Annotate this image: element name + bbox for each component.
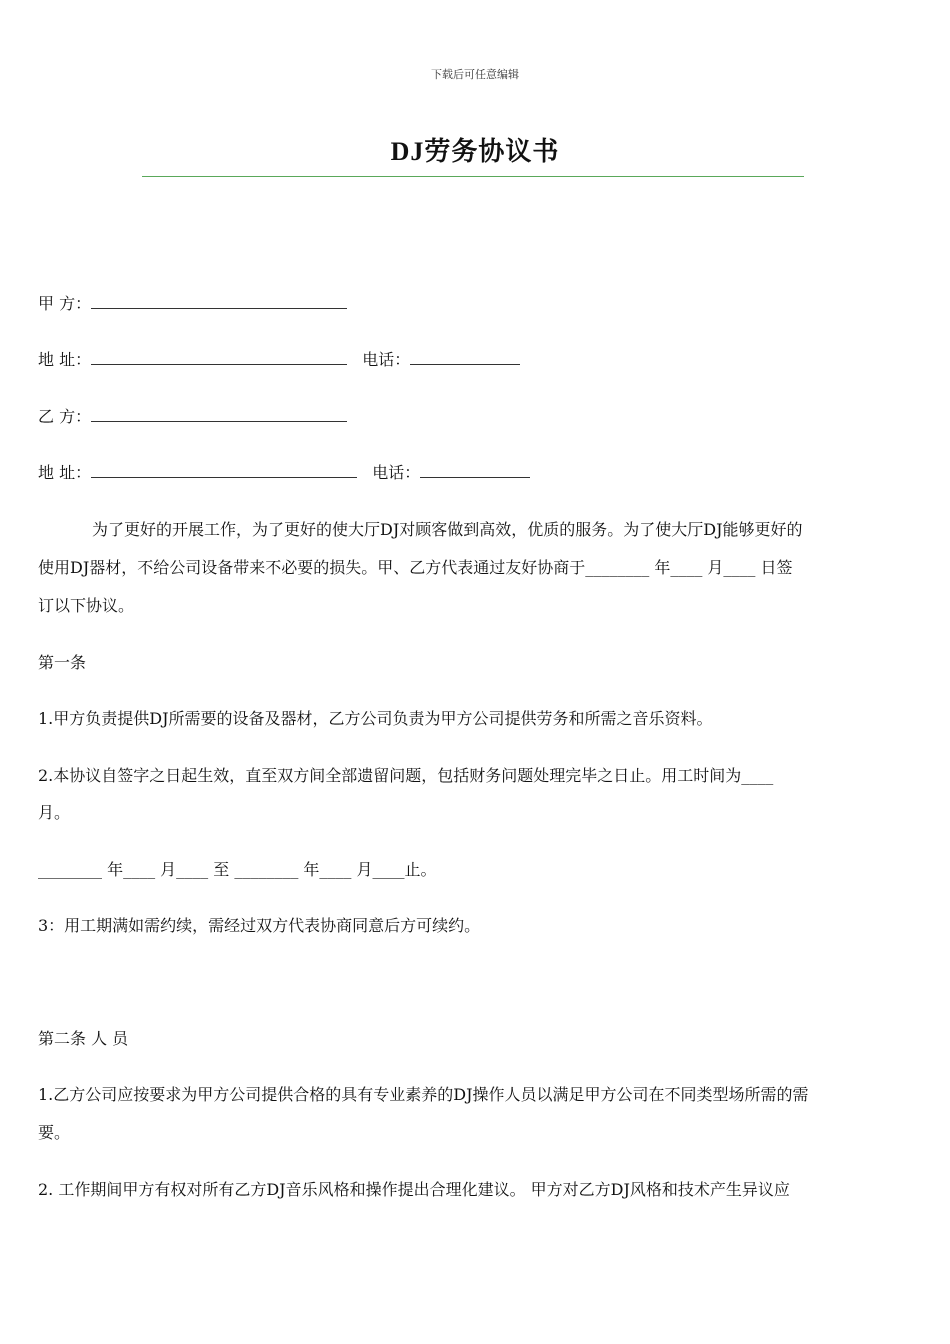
- article-1-period-line: ________ 年____ 月____ 至 ________ 年____ 月____止。: [38, 860, 437, 879]
- intro-line-3: 订以下协议。: [38, 596, 135, 615]
- document-title: DJ劳务协议书: [390, 137, 560, 166]
- party-b-label: 乙 方：: [38, 407, 92, 426]
- party-b-row: [38, 405, 347, 429]
- intro-line-2: 使用DJ器材，不给公司设备带来不必要的损失。甲、乙方代表通过友好协商于________ 年____ 月____ 日签: [38, 558, 793, 577]
- article-2-item-1-line-2: 要。: [38, 1123, 71, 1142]
- article-2-item-1-line-1: 1.乙方公司应按要求为甲方公司提供合格的具有专业素养的DJ操作人员以满足甲方公司在不同类型场所需的需: [38, 1085, 809, 1104]
- phone-label-2: 电话：: [372, 463, 421, 482]
- address-row-1: [38, 348, 520, 372]
- title-underline: [142, 176, 804, 177]
- address-blank-1[interactable]: [91, 348, 347, 365]
- article-1-item-3: 3：用工期满如需约续，需经过双方代表协商同意后方可续约。: [38, 916, 481, 935]
- party-a-blank[interactable]: [91, 292, 347, 309]
- phone-blank-2[interactable]: [420, 461, 530, 478]
- header-note: 下载后可任意编辑: [431, 68, 519, 81]
- party-a-row: [38, 292, 347, 316]
- article-1-heading: 第一条: [38, 653, 87, 672]
- address-row-2: [38, 461, 530, 485]
- article-2-item-2-line-1: 2. 工作期间甲方有权对所有乙方DJ音乐风格和操作提出合理化建议。 甲方对乙方DJ风格和技术产生异议应: [38, 1180, 790, 1199]
- intro-line-1: 为了更好的开展工作，为了更好的使大厅DJ对顾客做到高效，优质的服务。为了使大厅DJ能够更好的: [92, 520, 803, 539]
- article-1-item-2-line-2: 月。: [38, 803, 71, 822]
- party-b-blank[interactable]: [91, 405, 347, 422]
- address-label-1: 地 址：: [38, 350, 92, 369]
- phone-label-1: 电话：: [362, 350, 411, 369]
- article-1-item-1: 1.甲方负责提供DJ所需要的设备及器材，乙方公司负责为甲方公司提供劳务和所需之音乐资料。: [38, 709, 713, 728]
- article-1-item-2-line-1: 2.本协议自签字之日起生效，直至双方间全部遗留问题，包括财务问题处理完毕之日止。用工时间为____: [38, 766, 774, 785]
- party-a-label: 甲 方：: [38, 294, 92, 313]
- article-2-heading: 第二条 人 员: [38, 1029, 129, 1048]
- address-blank-2[interactable]: [91, 461, 357, 478]
- phone-blank-1[interactable]: [410, 348, 520, 365]
- address-label-2: 地 址：: [38, 463, 92, 482]
